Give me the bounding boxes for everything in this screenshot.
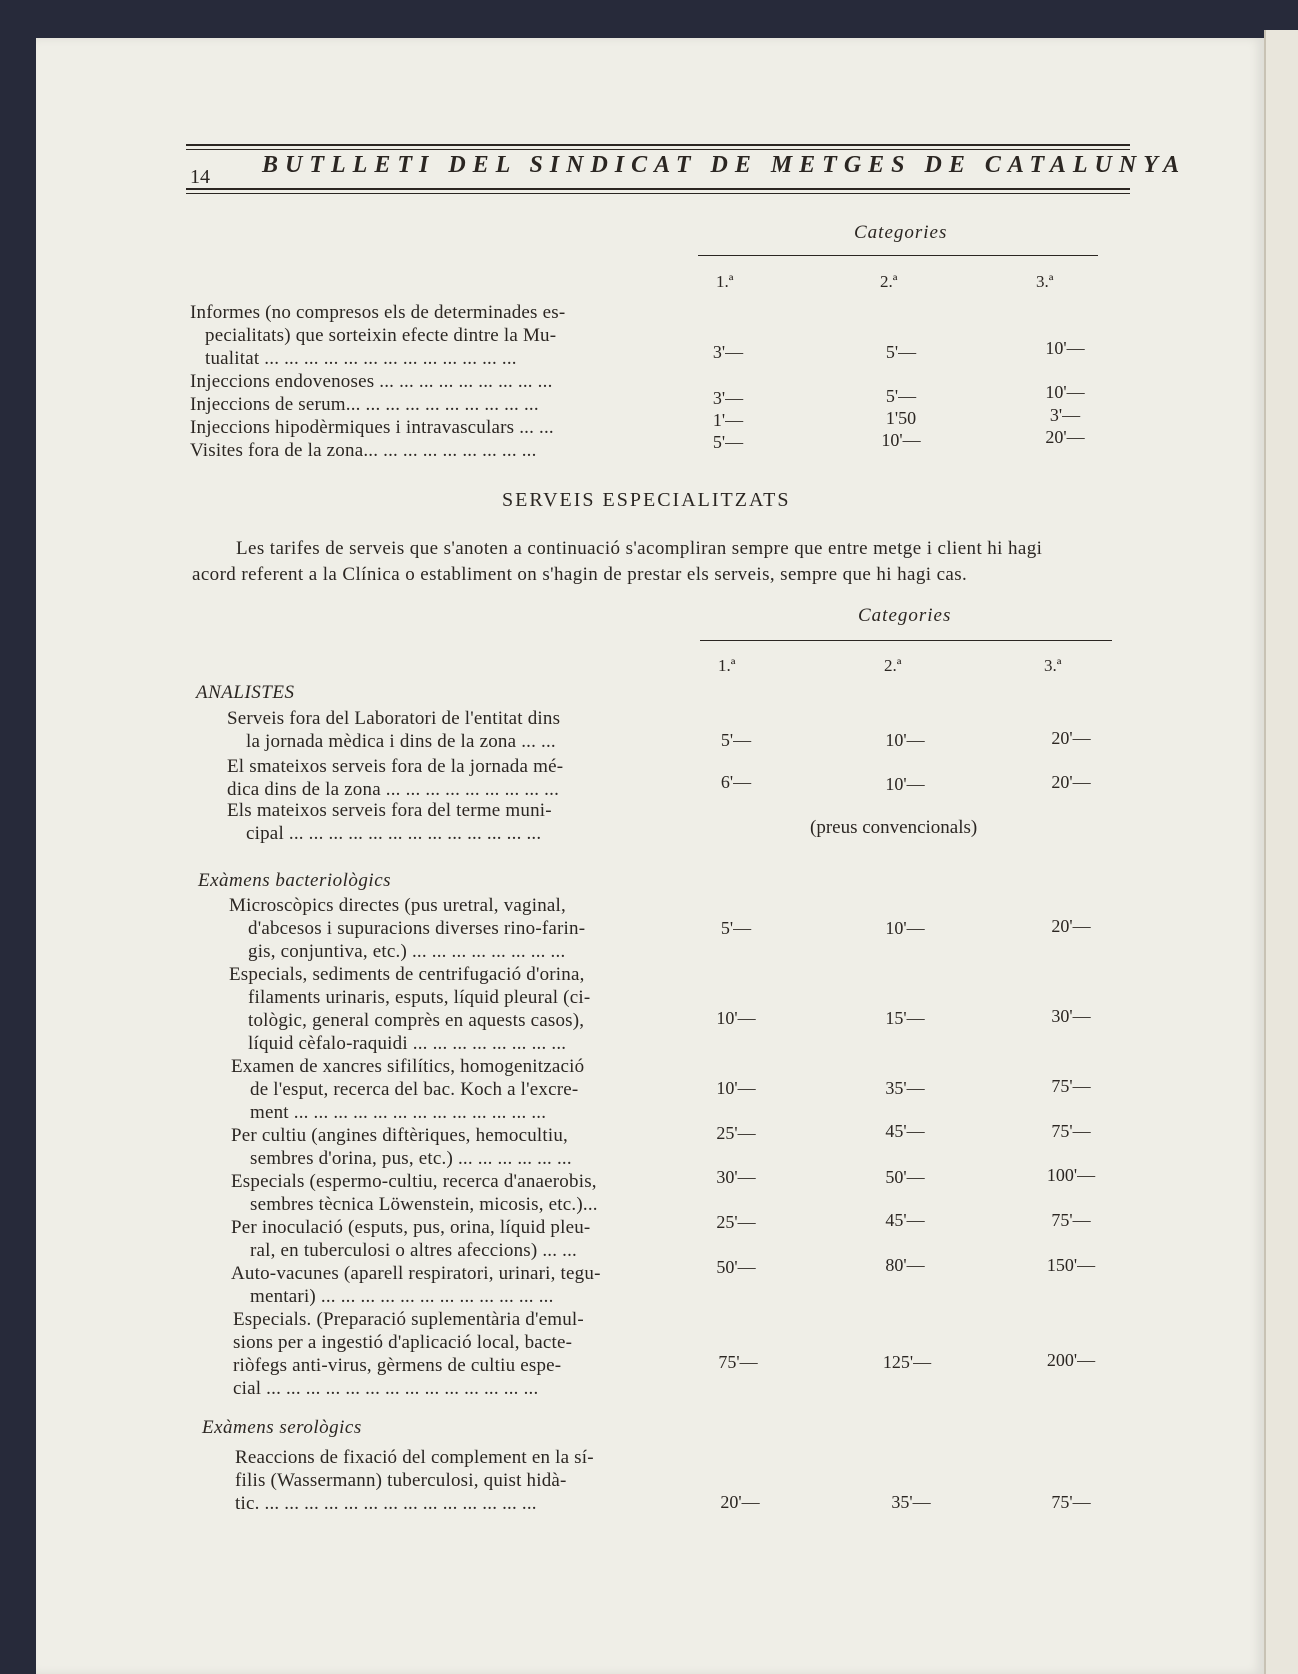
table1-row4-val3: 20'— — [1045, 427, 1085, 447]
table1-row2-val1: 3'— — [712, 388, 744, 408]
table2-row6-line3: ment ... ... ... ... ... ... ... ... ... ... ... ... ... — [250, 1102, 547, 1123]
table2-row9-val2: 45'— — [885, 1210, 925, 1230]
table2-row6-val1: 10'— — [716, 1078, 756, 1098]
table1-row3-val2: 1'50 — [885, 408, 917, 428]
table1-row2-val2: 5'— — [885, 386, 917, 406]
table2-row11-line2: sions per a ingestió d'aplicació local, bacte- — [233, 1332, 573, 1353]
table2-row7-line2: sembres d'orina, pus, etc.) ... ... ... ... ... ... — [250, 1148, 572, 1169]
table2-row6-val2: 35'— — [885, 1078, 925, 1098]
table1-row3-label: Injeccions de serum... ... ... ... ... ... ... ... ... ... — [190, 394, 539, 415]
table1-row1-val3: 10'— — [1045, 338, 1085, 358]
table2-row7-val3: 75'— — [1051, 1121, 1091, 1141]
table2-row1-val2: 10'— — [885, 730, 925, 750]
table2-row5-val3: 30'— — [1051, 1006, 1091, 1026]
table1-row4-label: Injeccions hipodèrmiques i intravasculars ... ... — [190, 417, 554, 438]
table2-row12-line3: tic. ... ... ... ... ... ... ... ... ... ... ... ... ... ... — [235, 1493, 537, 1514]
table2-row2-val3: 20'— — [1051, 772, 1091, 792]
table2-row12-val1: 20'— — [720, 1492, 760, 1512]
table2-row10-val1: 50'— — [716, 1257, 756, 1277]
section-heading: SERVEIS ESPECIALITZATS — [502, 489, 791, 511]
table1-row2-val3: 10'— — [1045, 382, 1085, 402]
table2-row10-val3: 150'— — [1046, 1255, 1096, 1275]
table2-row9-line2: ral, en tuberculosi o altres afeccions) ... ... — [250, 1240, 578, 1261]
table2-row5-val1: 10'— — [716, 1008, 756, 1028]
table2-row7-val2: 45'— — [885, 1121, 925, 1141]
section-intro-line2: acord referent a la Clínica o establiment on s'hagin de prestar els serveis, sempre que hi hagi cas. — [192, 564, 968, 585]
table2-row2-val2: 10'— — [885, 774, 925, 794]
table2-row10-line2: mentari) ... ... ... ... ... ... ... ... ... ... ... ... — [250, 1286, 554, 1307]
table2-row11-val2: 125'— — [882, 1352, 932, 1372]
table2-row9-val3: 75'— — [1051, 1210, 1091, 1230]
table2-row11-val3: 200'— — [1046, 1350, 1096, 1370]
table2-row12-line2: filis (Wassermann) tuberculosi, quist hidà- — [235, 1470, 567, 1491]
table2-row3-line1: Els mateixos serveis fora del terme muni- — [227, 800, 552, 821]
table1-row1-line3: tualitat ... ... ... ... ... ... ... ... ... ... ... ... ... — [205, 348, 517, 369]
header-rule-bottom-thin — [186, 193, 1130, 194]
running-title: BUTLLETI DEL SINDICAT DE METGES DE CATALUNYA — [262, 152, 1187, 178]
header-rule-top — [186, 144, 1130, 146]
table2-row2-line2: dica dins de la zona ... ... ... ... ... ... ... ... ... — [227, 779, 560, 800]
table1-row5-label: Visites fora de la zona... ... ... ... ... ... ... ... ... — [190, 440, 537, 461]
table2-row10-val2: 80'— — [885, 1255, 925, 1275]
table2-row8-val2: 50'— — [885, 1167, 925, 1187]
table1-row4-val1: 5'— — [712, 432, 744, 452]
table2-row1-val3: 20'— — [1051, 728, 1091, 748]
table2-row4-line1: Microscòpics directes (pus uretral, vaginal, — [229, 895, 566, 916]
table2-row8-val1: 30'— — [716, 1167, 756, 1187]
table2-row11-line4: cial ... ... ... ... ... ... ... ... ... ... ... ... ... ... — [233, 1378, 539, 1399]
table2-row8-line2: sembres tècnica Löwenstein, micosis, etc.)... — [250, 1194, 598, 1215]
table2-row4-val1: 5'— — [720, 918, 752, 938]
next-page-edge — [1264, 30, 1298, 1674]
table2-caption-rule — [700, 640, 1112, 641]
table2-row8-line1: Especials (espermo-cultiu, recerca d'anaerobis, — [231, 1171, 597, 1192]
table1-col-1: 1.ª — [716, 272, 734, 291]
table2-row9-val1: 25'— — [716, 1212, 756, 1232]
header-rule-top-thin — [186, 149, 1130, 150]
page-number: 14 — [190, 166, 210, 188]
group-title-bacteriologics: Exàmens bacteriològics — [198, 870, 392, 891]
table2-row7-line1: Per cultiu (angines diftèriques, hemocultiu, — [231, 1125, 568, 1146]
table2-row5-line1: Especials, sediments de centrifugació d'orina, — [229, 964, 585, 985]
table2-row1-val1: 5'— — [720, 730, 752, 750]
table2-row4-val3: 20'— — [1051, 916, 1091, 936]
table2-row12-line1: Reaccions de fixació del complement en la sí- — [235, 1447, 594, 1468]
table2-row4-val2: 10'— — [885, 918, 925, 938]
table2-row9-line1: Per inoculació (esputs, pus, orina, líquid pleu- — [231, 1217, 591, 1238]
header-rule-bottom — [186, 188, 1130, 190]
table1-col-3: 3.ª — [1036, 272, 1054, 291]
table2-row4-line2: d'abcesos i supuracions diverses rino-farin- — [248, 918, 586, 939]
table1-row2-label: Injeccions endovenoses ... ... ... ... ... ... ... ... ... — [190, 371, 553, 392]
table2-row5-val2: 15'— — [885, 1008, 925, 1028]
table1-col-2: 2.ª — [880, 272, 898, 291]
table2-row11-line3: riòfegs anti-virus, gèrmens de cultiu espe- — [233, 1355, 562, 1376]
table1-row3-val1: 1'— — [712, 410, 744, 430]
table2-row12-val2: 35'— — [891, 1492, 931, 1512]
table2-row8-val3: 100'— — [1046, 1165, 1096, 1185]
table2-row1-line1: Serveis fora del Laboratori de l'entitat dins — [227, 708, 561, 729]
table2-row4-line3: gis, conjuntiva, etc.) ... ... ... ... ... ... ... ... — [248, 941, 566, 962]
table2-row1-line2: la jornada mèdica i dins de la zona ... ... — [246, 731, 556, 752]
table2-row5-line3: tològic, general comprès en aquests casos), — [248, 1010, 585, 1031]
table2-row3-line2: cipal ... ... ... ... ... ... ... ... ... ... ... ... ... — [246, 823, 542, 844]
table2-col-2: 2.ª — [884, 656, 902, 675]
table2-row10-line1: Auto-vacunes (aparell respiratori, urinari, tegu- — [231, 1263, 601, 1284]
table1-caption-rule — [698, 255, 1098, 256]
table1-row1-val1: 3'— — [712, 342, 744, 362]
group-title-serologics: Exàmens serològics — [202, 1417, 362, 1438]
table2-row11-line1: Especials. (Preparació suplementària d'emul- — [233, 1309, 584, 1330]
table1-row1-line2: pecialitats) que sorteixin efecte dintre la Mu- — [205, 325, 557, 346]
table2-row12-val3: 75'— — [1051, 1492, 1091, 1512]
table2-row6-line1: Examen de xancres sifilítics, homogenització — [231, 1056, 585, 1077]
table1-categories-caption: Categories — [854, 222, 948, 243]
table2-row3-note: (preus convencionals) — [810, 817, 978, 838]
table2-row5-line4: líquid cèfalo-raquidi ... ... ... ... ... ... ... ... — [248, 1033, 567, 1054]
table2-row5-line2: filaments urinaris, esputs, líquid pleural (ci- — [248, 987, 591, 1008]
table1-row1-line1: Informes (no compresos els de determinades es- — [190, 302, 566, 323]
table2-row7-val1: 25'— — [716, 1123, 756, 1143]
table2-row2-val1: 6'— — [720, 772, 752, 792]
table1-row1-val2: 5'— — [885, 342, 917, 362]
table1-row4-val2: 10'— — [881, 430, 921, 450]
table2-col-1: 1.ª — [718, 656, 736, 675]
table2-categories-caption: Categories — [858, 605, 952, 626]
table2-row11-val1: 75'— — [718, 1352, 758, 1372]
table1-row3-val3: 3'— — [1049, 405, 1081, 425]
section-intro-line1: Les tarifes de serveis que s'anoten a continuació s'acompliran sempre que entre metge i client hi hagi — [236, 538, 1043, 559]
table2-row6-val3: 75'— — [1051, 1076, 1091, 1096]
table2-row2-line1: El smateixos serveis fora de la jornada mé- — [227, 756, 564, 777]
table2-row6-line2: de l'esput, recerca del bac. Koch a l'excre- — [250, 1079, 579, 1100]
group-title-analistes: ANALISTES — [196, 682, 295, 703]
table2-col-3: 3.ª — [1044, 656, 1062, 675]
